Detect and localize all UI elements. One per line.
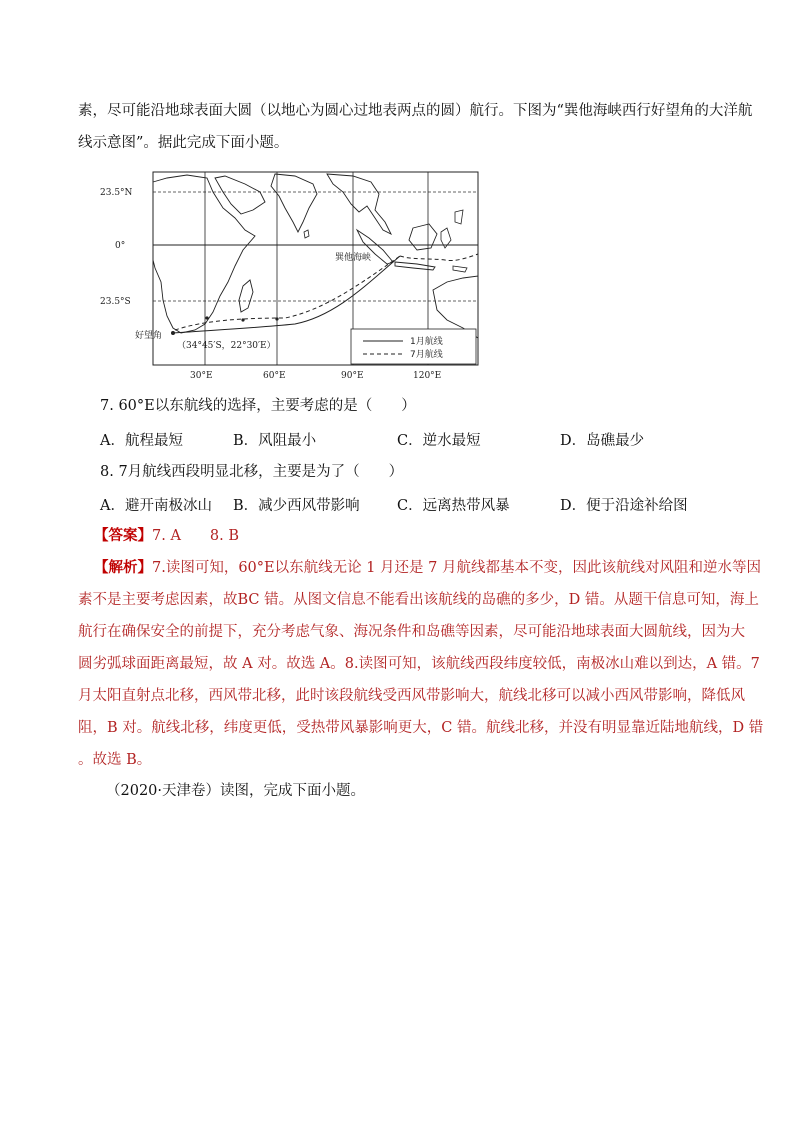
analysis-line-7: 。故选 B。	[78, 752, 152, 768]
q8-option-b: B．减少西风带影响	[233, 498, 360, 514]
route-map-figure	[95, 170, 480, 385]
legend-january-label: 1月航线	[410, 337, 443, 347]
analysis-line-5: 月太阳直射点北移，西风带北移，此时该段航线受西风带影响大，航线北移可以减小西风带影响，降低风	[78, 688, 745, 704]
answer-tag: 【答案】	[94, 527, 152, 544]
cape-label: 好望角	[135, 331, 163, 341]
q8-option-a: A．避开南极冰山	[100, 498, 212, 514]
q7-option-d: D．岛礁最少	[560, 433, 645, 449]
next-question-heading: （2020·天津卷）读图，完成下面小题。	[106, 783, 366, 799]
analysis-tag: 【解析】	[94, 559, 152, 576]
intro-line-1: 素，尽可能沿地球表面大圆（以地心为圆心过地表两点的圆）航行。下图为“巽他海峡西行好望角的大洋航	[78, 103, 753, 119]
route-point-marker	[205, 316, 208, 319]
q7-option-c: C．逆水最短	[397, 433, 481, 449]
strait-label: 巽他海峡	[335, 253, 372, 263]
analysis-line-1	[94, 558, 761, 578]
q8-stem: 8. 7月航线西段明显北移，主要是为了（ ）	[100, 464, 404, 480]
q8-option-d: D．便于沿途补给图	[560, 498, 688, 514]
analysis-line-2: 素不是主要考虑因素，故BC 错。从图文信息不能看出该航线的岛礁的多少，D 错。从题干信息可知，海上	[78, 592, 759, 608]
q7-option-b: B．风阻最小	[233, 433, 317, 449]
lon-label-90e: 90°E	[341, 371, 364, 381]
answer-line	[94, 526, 239, 546]
lat-label-23s: 23.5°S	[100, 297, 131, 307]
analysis-line-4: 圆劣弧球面距离最短，故 A 对。故选 A。8.读图可知，该航线西段纬度较低，南极冰山难以到达，A 错。7	[78, 656, 760, 672]
q8-option-c: C．远离热带风暴	[397, 498, 510, 514]
q7-stem: 7. 60°E以东航线的选择，主要考虑的是（ ）	[100, 398, 416, 414]
route-point-marker	[241, 318, 244, 321]
intro-line-2: 线示意图”。据此完成下面小题。	[78, 135, 289, 151]
lon-label-60e: 60°E	[263, 371, 286, 381]
route-point-marker	[275, 317, 278, 320]
lat-label-equator: 0°	[115, 241, 126, 251]
analysis-line-3: 航行在确保安全的前提下，充分考虑气象、海况条件和岛礁等因素，尽可能沿地球表面大圆航线，因为大	[78, 624, 745, 640]
cape-coordinate-label: （34°45′S，22°30′E）	[177, 341, 276, 351]
q7-option-a: A．航程最短	[100, 433, 183, 449]
cape-point-marker	[171, 331, 175, 335]
analysis-line-6: 阻，B 对。航线北移，纬度更低，受热带风暴影响更大，C 错。航线北移，并没有明显靠近陆地航线，D 错	[78, 720, 764, 736]
lon-label-30e: 30°E	[190, 371, 213, 381]
route-map-svg	[95, 170, 480, 385]
legend-july-label: 7月航线	[410, 350, 443, 360]
answer-text: 7. A 8. B	[152, 528, 240, 544]
analysis-text-1: 7.读图可知，60°E以东航线无论 1 月还是 7 月航线都基本不变，因此该航线对风阻和逆水等因	[152, 560, 762, 576]
lon-label-120e: 120°E	[413, 371, 442, 381]
lat-label-23n: 23.5°N	[100, 188, 133, 198]
